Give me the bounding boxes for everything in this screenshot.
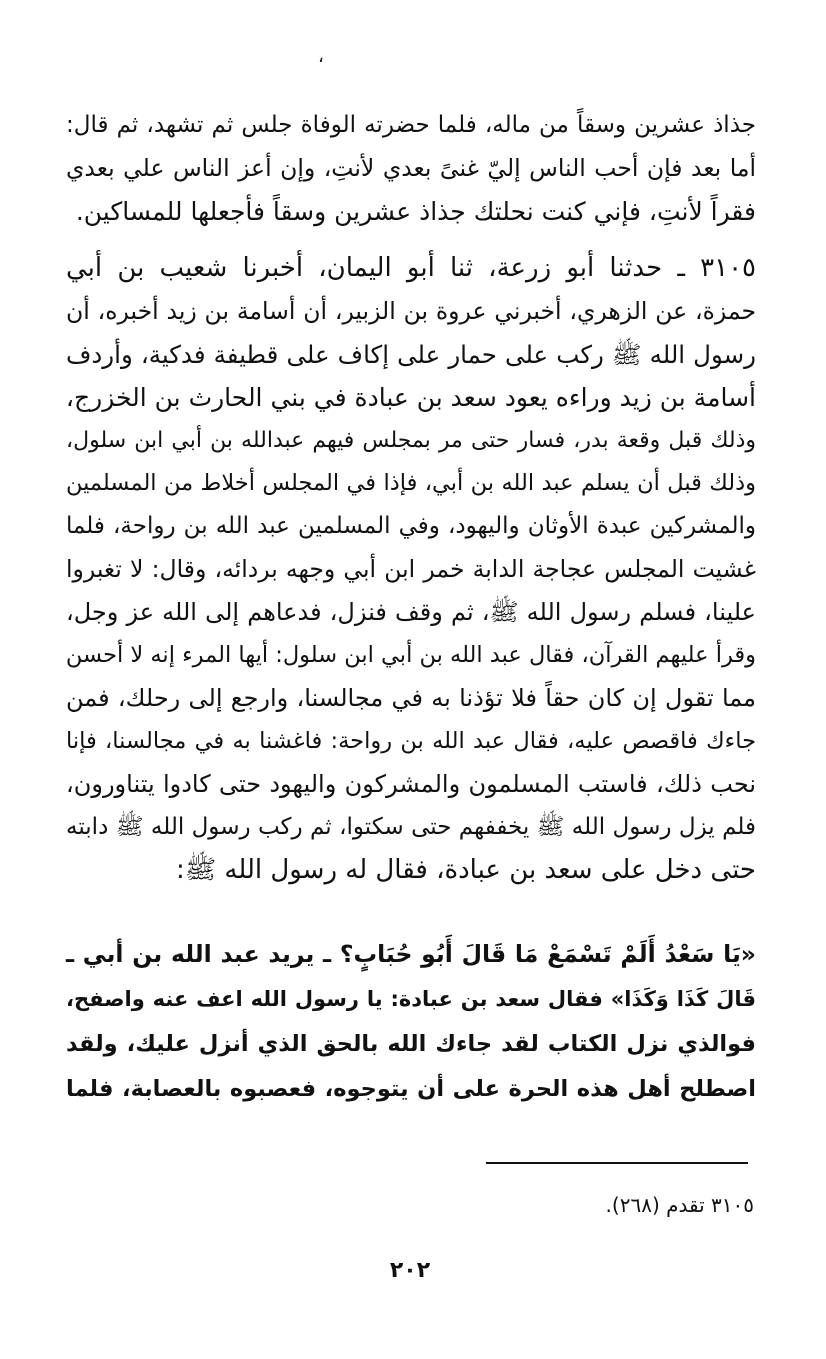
text-line: فوالذي نزل الكتاب لقد جاءك الله بالحق الذي أنزل عليك، ولقد	[66, 1031, 756, 1057]
text-line: ٣١٠٥ ـ حدثنا أبو زرعة، ثنا أبو اليمان، أخبرنا شعيب بن أبي	[66, 253, 756, 283]
text-line: رسول الله ﷺ ركب على حمار على إكاف على قطيفة فدكية، وأردف	[66, 340, 756, 369]
text-line: وقرأ عليهم القرآن، فقال عبد الله بن أبي ابن سلول: أيها المرء إنه لا أحسن	[65, 642, 756, 668]
text-line: قَالَ كَذَا وَكَذَا» فقال سعد بن عبادة: يا رسول الله اعف عنه واصفح،	[66, 987, 756, 1011]
text-line: غشيت المجلس عجاجة الدابة خمر ابن أبي وجهه بردائه، وقال: لا تغبروا	[66, 555, 756, 583]
top-mark: ،	[318, 46, 324, 67]
page-number: ٢٠٢	[389, 1258, 431, 1283]
text-line: حتى دخل على سعد بن عبادة، فقال له رسول الله ﷺ:	[175, 855, 756, 885]
hadith-text-bold	[66, 932, 756, 1112]
text-line: جاءك فاقصص عليه، فقال عبد الله بن رواحة: فاغشنا به في مجالسنا، فإنا	[66, 728, 756, 754]
text-line: وذلك قبل وقعة بدر، فسار حتى مر بمجلس فيهم عبدالله بن أبي ابن سلول،	[66, 428, 756, 453]
footnote-divider	[486, 1162, 748, 1164]
text-line: اصطلح أهل هذه الحرة على أن يتوجوه، فعصبوه بالعصابة، فلما	[66, 1076, 756, 1102]
text-line: جذاذ عشرين وسقاً من ماله، فلما حضرته الوفاة جلس ثم تشهد، ثم قال:	[66, 112, 756, 138]
text-line: وذلك قبل أن يسلم عبد الله بن أبي، فإذا في المجلس أخلاط من المسلمين	[66, 470, 756, 496]
footnote: ٣١٠٥ تقدم (٢٦٨).	[605, 1193, 754, 1217]
text-line: «يَا سَعْدُ أَلَمْ تَسْمَعْ مَا قَالَ أَبُو حُبَابٍ؟ ـ يريد عبد الله بن أبي ـ	[66, 940, 756, 968]
text-line: مما تقول إن كان حقاً فلا تؤذنا به في مجالسنا، وارجع إلى رحلك، فمن	[66, 684, 756, 712]
text-line: والمشركين عبدة الأوثان واليهود، وفي المسلمين عبد الله بن رواحة، فلما	[66, 513, 756, 539]
hadith-3105	[66, 247, 756, 892]
text-line: حمزة، عن الزهري، أخبرني عروة بن الزبير، أن أسامة بن زيد أخبره، أن	[66, 297, 756, 325]
text-line: علينا، فسلم رسول الله ﷺ، ثم وقف فنزل، فدعاهم إلى الله عز وجل،	[66, 598, 756, 626]
text-line: نحب ذلك، فاستب المسلمون والمشركون واليهود حتى كادوا يتناورون،	[66, 770, 756, 798]
paragraph-continuation	[66, 104, 756, 233]
text-line: فلم يزل رسول الله ﷺ يخففهم حتى سكتوا، ثم ركب رسول الله ﷺ دابته	[66, 814, 756, 840]
text-line: فقراً لأنتِ، فإني كنت نحلتك جذاذ عشرين وسقاً فأجعلها للمساكين.	[75, 197, 756, 226]
text-line: أسامة بن زيد وراءه يعود سعد بن عبادة في بني الحارث بن الخزرج،	[65, 383, 756, 412]
text-line: أما بعد فإن أحب الناس إليّ غنىً بعدي لأنتِ، وإن أعز الناس علي بعدي	[66, 154, 756, 182]
